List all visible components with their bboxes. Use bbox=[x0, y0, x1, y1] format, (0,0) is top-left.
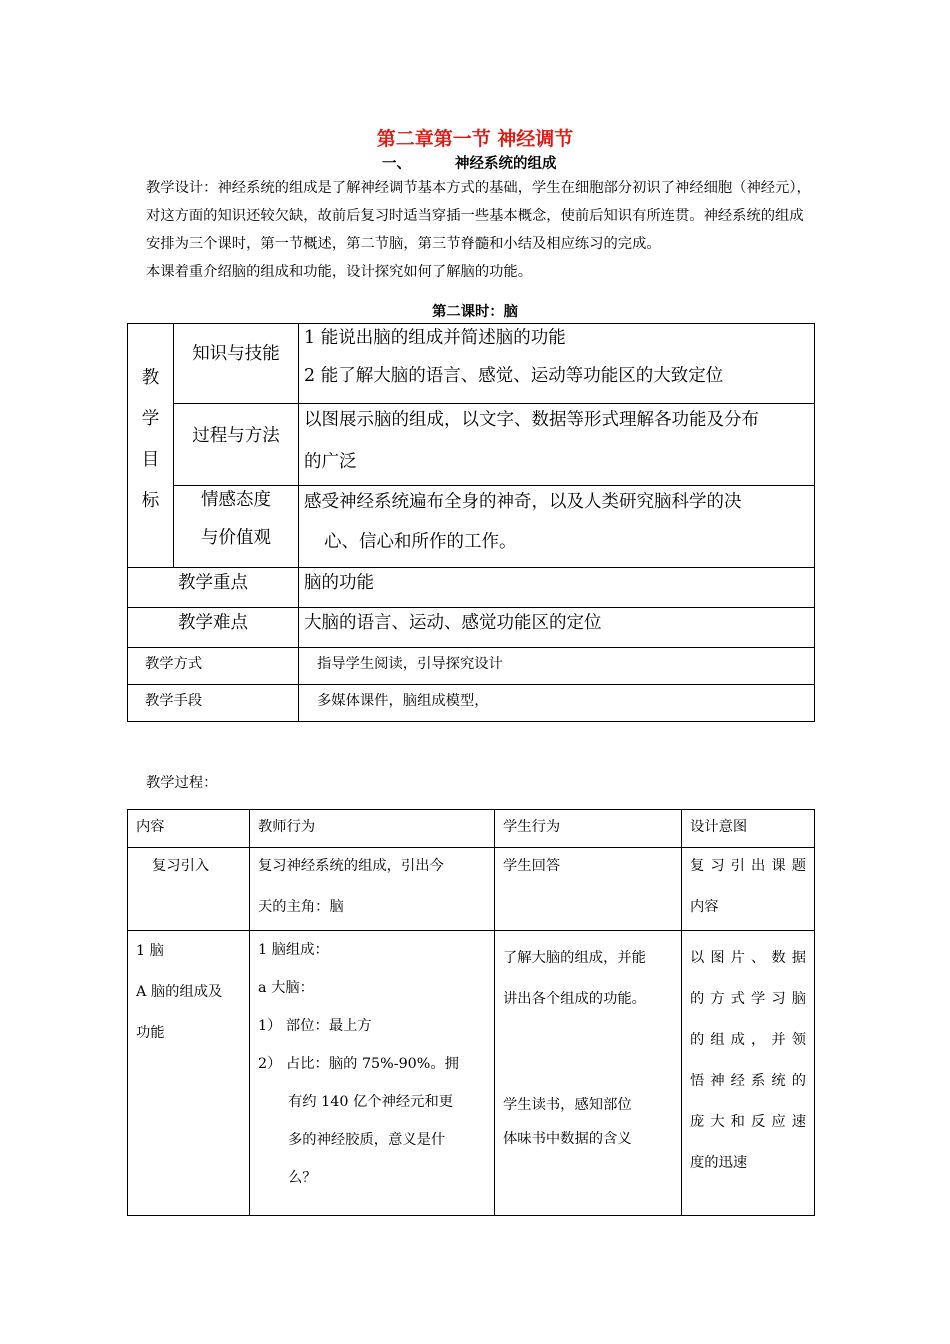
row-student bbox=[495, 931, 682, 1216]
teacher-line: 1 脑组成： bbox=[258, 942, 329, 958]
teacher-line: 1） 部位：最上方 bbox=[258, 1018, 372, 1034]
header-content: 内容 bbox=[128, 810, 250, 848]
row-intent bbox=[682, 848, 815, 931]
objective-category bbox=[174, 404, 299, 486]
row-content bbox=[128, 931, 250, 1216]
objective-content bbox=[299, 324, 815, 404]
vertical-char: 学 bbox=[141, 409, 160, 429]
teacher-line: 2） 占比：脑的 75%-90%。拥 bbox=[258, 1056, 459, 1072]
teacher-line: 复习神经系统的组成，引出今 bbox=[258, 858, 444, 874]
row-teacher bbox=[250, 848, 495, 931]
student-line: 体味书中数据的含义 bbox=[503, 1131, 632, 1147]
section-subtitle bbox=[382, 152, 557, 173]
objectives-table bbox=[127, 323, 815, 722]
objective-line: 以图展示脑的组成，以文字、数据等形式理解各功能及分布 bbox=[304, 410, 759, 430]
objective-content bbox=[299, 404, 815, 486]
objective-category bbox=[174, 324, 299, 404]
student-line: 了解大脑的组成，并能 bbox=[503, 950, 646, 966]
teacher-line: 么？ bbox=[288, 1170, 317, 1186]
category-label: 过程与方法 bbox=[192, 426, 280, 446]
vertical-char: 目 bbox=[141, 450, 160, 470]
row-content: 复习引入 bbox=[128, 848, 250, 931]
process-table bbox=[127, 809, 815, 1216]
vertical-char: 标 bbox=[141, 491, 160, 511]
category-label: 情感态度 bbox=[201, 490, 271, 510]
intro-paragraph: 本课着重介绍脑的组成和功能，设计探究如何了解脑的功能。 bbox=[146, 264, 533, 280]
row-intent bbox=[682, 931, 815, 1216]
key-point-label: 教学重点 bbox=[128, 568, 299, 608]
section-subtitle-text: 神经系统的组成 bbox=[455, 156, 557, 172]
objective-content bbox=[299, 486, 815, 568]
means-value: 多媒体课件，脑组成模型， bbox=[299, 685, 815, 722]
difficulty-label: 教学难点 bbox=[128, 608, 299, 648]
method-label: 教学方式 bbox=[128, 648, 299, 685]
section-number: 一、 bbox=[382, 156, 411, 172]
header-teacher: 教师行为 bbox=[250, 810, 495, 848]
row-student: 学生回答 bbox=[495, 848, 682, 931]
intent-line: 庞大和反应速 bbox=[690, 1114, 806, 1130]
intro-paragraph: 教学设计：神经系统的组成是了解神经调节基本方式的基础，学生在细胞部分初识了神经细胞（神经元），对这方面的知识还较欠缺，故前后复习时适当穿插一些基本概念，使前后知识有所连贯。神经系统的组成安排为三个课时，第一节概述，第二节脑，第三节脊髓和小结及相应练习的完成。 bbox=[146, 180, 811, 252]
method-value: 指导学生阅读，引导探究设计 bbox=[299, 648, 815, 685]
intent-line: 的方式学习脑 bbox=[690, 991, 806, 1007]
intent-line: 内容 bbox=[690, 899, 719, 915]
header-intent: 设计意图 bbox=[682, 810, 815, 848]
key-point-value: 脑的功能 bbox=[299, 568, 815, 608]
row-teacher bbox=[250, 931, 495, 1216]
teacher-line: 多的神经胶质，意义是什 bbox=[288, 1132, 446, 1148]
objective-category bbox=[174, 486, 299, 568]
intent-line: 度的迅速 bbox=[690, 1155, 748, 1171]
category-label: 与价值观 bbox=[201, 528, 271, 548]
intent-line: 悟神经系统的 bbox=[690, 1073, 806, 1089]
objective-line: 的广泛 bbox=[304, 452, 357, 472]
teacher-line: 有约 140 亿个神经元和更 bbox=[288, 1094, 454, 1110]
objective-line: 1 能说出脑的组成并简述脑的功能 bbox=[304, 328, 566, 348]
student-line: 学生读书，感知部位 bbox=[503, 1097, 632, 1113]
intent-line: 以图片、数据 bbox=[690, 950, 806, 966]
student-line: 讲出各个组成的功能。 bbox=[503, 991, 646, 1007]
lesson-title: 第二课时：脑 bbox=[432, 304, 518, 320]
page-title: 第二章第一节 神经调节 bbox=[376, 128, 574, 150]
vertical-char: 教 bbox=[141, 368, 160, 388]
intent-line: 的组成，并领 bbox=[690, 1032, 806, 1048]
objective-line: 感受神经系统遍布全身的神奇，以及人类研究脑科学的决 bbox=[304, 492, 742, 512]
objective-line: 2 能了解大脑的语言、感觉、运动等功能区的大致定位 bbox=[304, 366, 724, 386]
teacher-line: 天的主角：脑 bbox=[258, 899, 344, 915]
content-line: 功能 bbox=[136, 1025, 165, 1041]
content-line: 1 脑 bbox=[136, 943, 164, 959]
means-label: 教学手段 bbox=[128, 685, 299, 722]
intent-line: 复习引出课题 bbox=[690, 858, 806, 874]
objectives-vertical-label bbox=[128, 324, 174, 568]
objective-line: 心、信心和所作的工作。 bbox=[324, 532, 517, 552]
category-label: 知识与技能 bbox=[192, 344, 280, 364]
teacher-line: a 大脑： bbox=[258, 980, 314, 996]
header-student: 学生行为 bbox=[495, 810, 682, 848]
content-line: A 脑的组成及 bbox=[136, 984, 223, 1000]
process-label: 教学过程： bbox=[146, 775, 218, 791]
difficulty-value: 大脑的语言、运动、感觉功能区的定位 bbox=[299, 608, 815, 648]
intro-text bbox=[146, 174, 811, 286]
